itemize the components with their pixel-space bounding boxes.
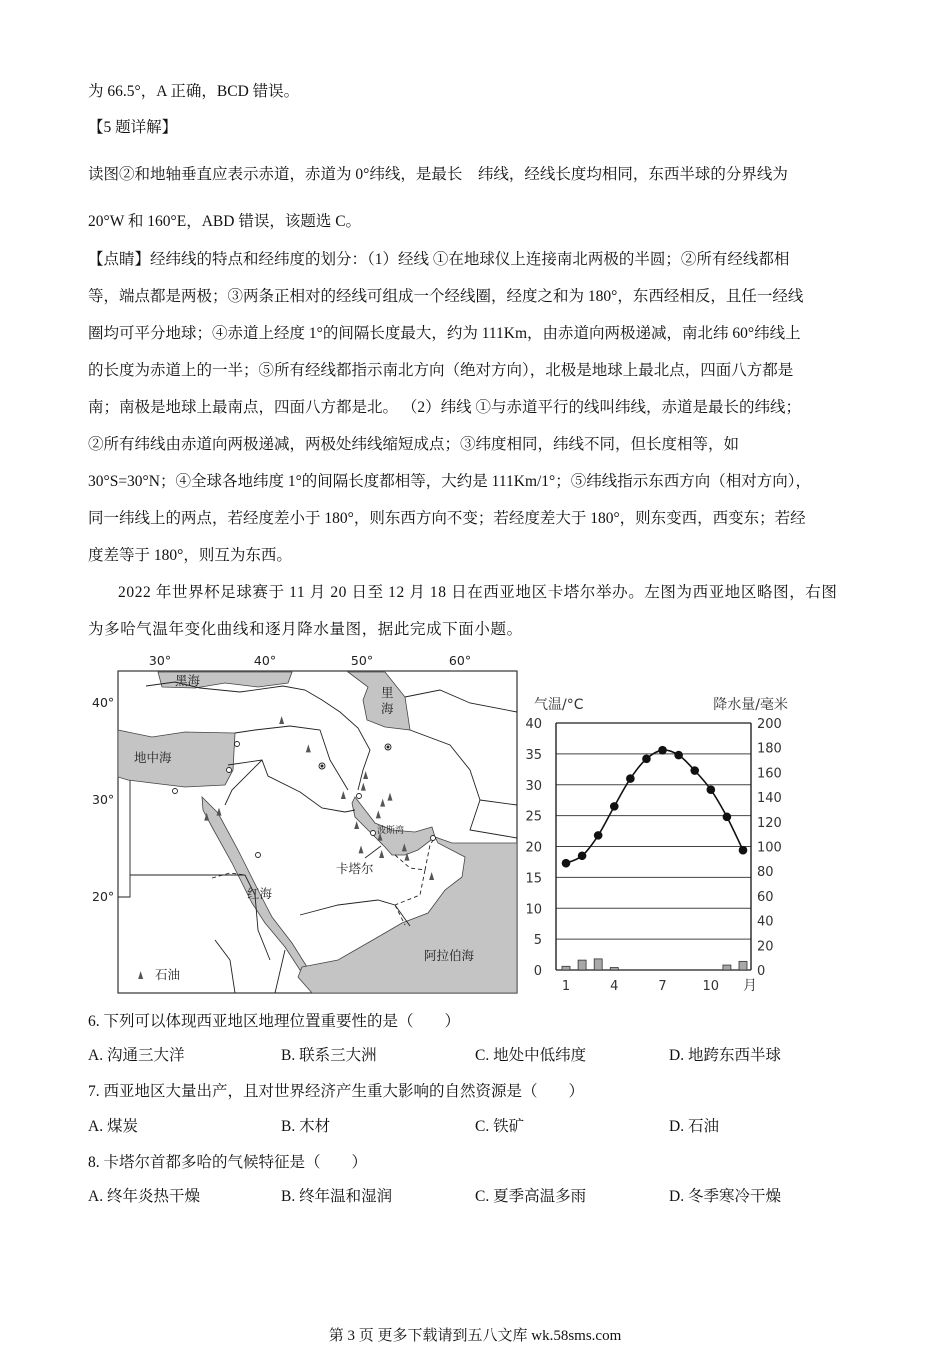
precip-bar xyxy=(723,965,731,970)
precip-bar xyxy=(594,959,602,970)
text-line: 为 66.5°，A 正确，BCD 错误。 xyxy=(88,83,300,100)
precip-bar xyxy=(610,968,618,970)
option-d: D. 冬季寒冷干燥 xyxy=(669,1188,781,1205)
x-axis-label: 月 xyxy=(743,978,757,994)
temperature-point xyxy=(562,859,571,868)
x-tick-label: 7 xyxy=(658,979,667,994)
option-b: B. 终年温和湿润 xyxy=(281,1188,393,1205)
y-right-tick-label: 200 xyxy=(757,717,782,732)
text-line: ②所有纬线由赤道向两极递减，两极处纬线缩短成点；③纬度相同，纬线不同，但长度相等，如 xyxy=(88,436,740,453)
temperature-point xyxy=(690,766,699,775)
text-line: 圈均可平分地球；④赤道上经度 1°的间隔长度最大，约为 111Km，由赤道向两极递减，南北纬 60°纬线上 xyxy=(88,325,801,342)
y-right-tick-label: 120 xyxy=(757,815,782,831)
y-left-tick-label: 10 xyxy=(525,902,542,918)
option-b: B. 木材 xyxy=(281,1118,331,1135)
y-left-tick-label: 20 xyxy=(525,840,542,856)
label-arabian-sea: 阿拉伯海 xyxy=(424,948,475,963)
intro-line: 为多哈气温年变化曲线和逐月降水量图，据此完成下面小题。 xyxy=(88,621,523,638)
label-caspian: 海 xyxy=(381,701,394,716)
label-black-sea: 黑海 xyxy=(175,673,201,688)
y-left-tick-label: 5 xyxy=(533,933,542,949)
option-c: C. 铁矿 xyxy=(475,1118,525,1135)
precip-bar xyxy=(562,966,570,970)
text-line: 的长度为赤道上的一半；⑤所有经线都指示南北方向（绝对方向），北极是地球上最北点，四面八方都是 xyxy=(88,362,794,379)
lon-label: 60° xyxy=(448,653,472,668)
doha-climate-chart xyxy=(520,680,790,1000)
y-left-tick-label: 30 xyxy=(525,778,542,794)
precip-bar xyxy=(739,961,747,970)
option-a: A. 沟通三大洋 xyxy=(88,1047,185,1064)
x-tick-label: 1 xyxy=(561,979,571,994)
y-axis-left-label: 气温/°C xyxy=(534,697,584,713)
y-left-tick-label: 35 xyxy=(525,747,542,763)
label-mediterranean: 地中海 xyxy=(134,750,172,765)
x-tick-label: 10 xyxy=(702,979,720,994)
chart-grid xyxy=(556,723,751,970)
lon-label: 50° xyxy=(350,653,374,668)
lon-label: 30° xyxy=(148,653,172,668)
precip-bar xyxy=(578,960,586,970)
temperature-point xyxy=(642,755,651,764)
text-line: 同一纬线上的两点，若经度差小于 180°，则东西方向不变；若经度差大于 180°，则东变西，西变东；若经 xyxy=(88,510,806,527)
legend-oil-label: 石油 xyxy=(155,967,181,982)
option-d: D. 石油 xyxy=(669,1118,719,1135)
y-right-tick-label: 140 xyxy=(757,791,782,807)
section-heading: 【5 题详解】 xyxy=(88,119,178,136)
y-right-tick-label: 100 xyxy=(757,840,782,856)
y-axis-right-label: 降水量/毫米 xyxy=(713,697,788,713)
y-right-tick-label: 20 xyxy=(757,939,774,955)
option-d: D. 地跨东西半球 xyxy=(669,1047,781,1064)
question-stem: 8. 卡塔尔首都多哈的气候特征是（ ） xyxy=(88,1154,368,1171)
text-line: 度差等于 180°，则互为东西。 xyxy=(88,547,292,564)
label-caspian: 里 xyxy=(381,685,394,700)
temperature-point xyxy=(594,831,603,840)
option-b: B. 联系三大洲 xyxy=(281,1047,377,1064)
y-left-tick-label: 40 xyxy=(525,717,542,732)
y-left-tick-label: 0 xyxy=(533,964,542,979)
text-line: 读图②和地轴垂直应表示赤道，赤道为 0°纬线，是最长 纬线，经线长度均相同，东西半球的分界线为 xyxy=(88,166,788,183)
text-line: 南；南极是地球上最南点，四面八方都是北。 （2）纬线 ①与赤道平行的线叫纬线，赤道是最长的纬线； xyxy=(88,399,802,416)
text-line: 【点睛】经纬线的特点和经纬度的划分：（1）经线 ①在地球仪上连接南北两极的半圆；②所有经线都相 xyxy=(88,251,790,268)
option-a: A. 终年炎热干燥 xyxy=(88,1188,200,1205)
text-line: 20°W 和 160°E，ABD 错误，该题选 C。 xyxy=(88,213,362,230)
temperature-point xyxy=(626,774,635,783)
lat-label: 20° xyxy=(92,889,115,904)
temperature-point xyxy=(723,813,732,822)
page-footer: 第 3 页 更多下载请到五八文库 wk.58sms.com xyxy=(328,1328,622,1344)
temperature-point xyxy=(739,846,748,855)
label-persian-gulf: 波斯湾 xyxy=(377,826,405,836)
temperature-point xyxy=(578,851,587,860)
y-right-tick-label: 160 xyxy=(757,766,782,782)
lon-label: 40° xyxy=(253,653,277,668)
lat-label: 30° xyxy=(92,792,115,807)
y-right-tick-label: 0 xyxy=(757,964,766,979)
y-right-tick-label: 180 xyxy=(757,741,782,757)
temperature-point xyxy=(658,746,667,755)
y-right-tick-label: 60 xyxy=(757,889,774,905)
y-left-tick-label: 15 xyxy=(525,871,542,887)
text-line: 等，端点都是两极；③两条正相对的经线可组成一个经线圈，经度之和为 180°，东西经相反，且任一经线 xyxy=(88,288,804,305)
temperature-point xyxy=(610,802,619,811)
x-tick-label: 4 xyxy=(610,979,619,994)
label-qatar: 卡塔尔 xyxy=(336,861,374,876)
temperature-point xyxy=(707,785,716,794)
intro-line: 2022 年世界杯足球赛于 11 月 20 日至 12 月 18 日在西亚地区卡塔尔举办。左图为西亚地区略图，右图 xyxy=(118,584,838,601)
question-stem: 7. 西亚地区大量出产，且对世界经济产生重大影响的自然资源是（ ） xyxy=(88,1083,585,1100)
lat-label: 40° xyxy=(92,695,115,710)
y-right-tick-label: 80 xyxy=(757,865,774,881)
temperature-point xyxy=(674,751,683,760)
question-stem: 6. 下列可以体现西亚地区地理位置重要性的是（ ） xyxy=(88,1013,461,1030)
west-asia-map xyxy=(85,650,525,995)
option-a: A. 煤炭 xyxy=(88,1118,138,1135)
text-line: 30°S=30°N；④全球各地纬度 1°的间隔长度都相等，大约是 111Km/1°；⑤纬线指示东西方向（相对方向）， xyxy=(88,473,812,490)
label-red-sea: 红海 xyxy=(247,886,273,901)
option-c: C. 夏季高温多雨 xyxy=(475,1188,587,1205)
y-left-tick-label: 25 xyxy=(525,809,542,825)
option-c: C. 地处中低纬度 xyxy=(475,1047,587,1064)
y-right-tick-label: 40 xyxy=(757,914,774,930)
